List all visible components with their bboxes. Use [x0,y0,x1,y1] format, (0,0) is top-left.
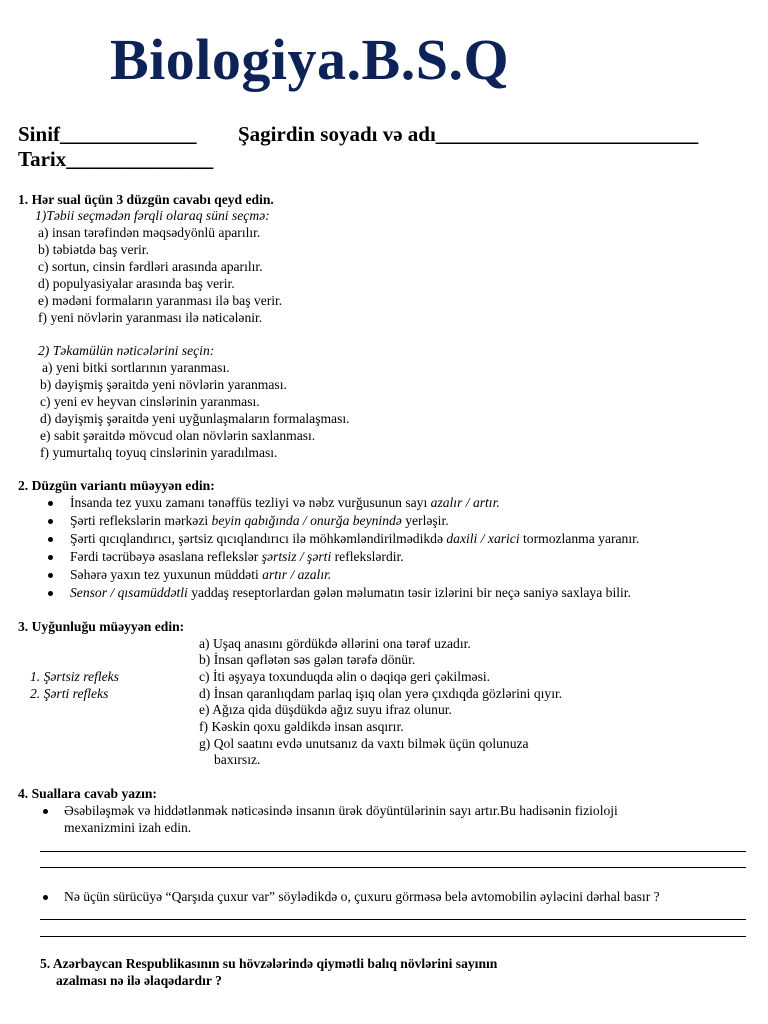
bullet-icon [48,555,53,560]
bullet-icon [43,895,48,900]
q4-question-1-cont: mexanizmini izah edin. [64,820,192,835]
q4-question-1: Əsəbiləşmək və hiddətlənmək nəticəsində insanın ürək döyüntülərinin sayı artır.Bu hadisənin fizioloji [64,803,618,818]
q2-item-3[interactable]: Şərti qıcıqlandırıcı, şərtsiz qıcıqlandırıcı ilə möhkəmləndirilmədikdə daxili / xarici tormozlanma yaranır. [70,531,640,546]
q1-sub2-option-e[interactable]: e) sabit şəraitdə mövcud olan növlərin saxlanması. [40,428,316,443]
q3-option-g-cont: baxırsız. [214,752,261,767]
answer-line[interactable] [40,867,746,868]
q1-sub1-option-a[interactable]: a) insan tərəfindən məqsədyönlü aparılır. [38,225,261,240]
q1-sub2-option-a[interactable]: a) yeni bitki sortlarının yaranması. [42,360,230,375]
q2-item-1[interactable]: İnsanda tez yuxu zamanı tənəffüs tezliyi və nəbz vurğusunun sayı azalır / artır. [70,495,500,510]
q2-item-5[interactable]: Səhərə yaxın tez yuxunun müddəti artır / azalır. [70,567,332,582]
class-field[interactable]: Sinif_____________ [18,122,197,146]
date-field[interactable]: Tarix______________ [18,147,214,171]
q3-option-b[interactable]: b) İnsan qəflətən səs gələn tərəfə dönür. [199,652,416,667]
q1-sub2-option-b[interactable]: b) dəyişmiş şəraitdə yeni növlərin yaranması. [40,377,287,392]
q3-left-2: 2. Şərti refleks [30,686,109,701]
answer-line[interactable] [40,936,746,937]
bullet-icon [48,591,53,596]
q3-option-d[interactable]: d) İnsan qaranlıqdam parlaq işıq olan yerə çıxdıqda gözlərini qıyır. [199,686,563,701]
q3-option-f[interactable]: f) Kəskin qoxu gəldikdə insan asqırır. [199,719,404,734]
q2-item-2[interactable]: Şərti reflekslərin mərkəzi beyin qabığında / onurğa beynində yerləşir. [70,513,449,528]
q3-option-e[interactable]: e) Ağıza qida düşdükdə ağız suyu ifraz olunur. [199,702,452,717]
bullet-icon [48,573,53,578]
answer-line[interactable] [40,919,746,920]
bullet-icon [43,809,48,814]
q1-heading: 1. Hər sual üçün 3 düzgün cavabı qeyd edin. [18,192,274,207]
q5-question-cont: azalması nə ilə əlaqədardır ? [56,973,222,988]
q1-sub1-option-f[interactable]: f) yeni növlərin yaranması ilə nəticələnir. [38,310,263,325]
q3-heading: 3. Uyğunluğu müəyyən edin: [18,619,185,634]
q1-sub1-option-d[interactable]: d) populyasiyalar arasında baş verir. [38,276,235,291]
q1-sub2-option-f[interactable]: f) yumurtalıq toyuq cinslərinin yaradılması. [40,445,278,460]
q4-heading: 4. Suallara cavab yazın: [18,786,157,801]
q4-question-2: Nə üçün sürücüyə “Qarşıda çuxur var” söylədikdə o, çuxuru görməsə belə avtomobilin əyləcini dərhal basır ? [64,889,660,904]
q1-sub2-option-c[interactable]: c) yeni ev heyvan cinslərinin yaranması. [40,394,260,409]
q1-sub2-prompt: 2) Təkamülün nəticələrini seçin: [38,343,215,358]
q5-question: 5. Azərbaycan Respublikasının su hövzələrində qiymətli balıq növlərini sayının [40,956,498,971]
page-title: Biologiya.B.S.Q [110,27,510,92]
bullet-icon [48,519,53,524]
q2-heading: 2. Düzgün variantı müəyyən edin: [18,478,215,493]
q1-sub2-option-d[interactable]: d) dəyişmiş şəraitdə yeni uyğunlaşmaların formalaşması. [40,411,350,426]
q1-sub1-option-b[interactable]: b) təbiətdə baş verir. [38,242,149,257]
q3-option-g[interactable]: g) Qol saatını evdə unutsanız da vaxtı bilmək üçün qolunuza [199,736,529,751]
q2-item-4[interactable]: Fərdi təcrübəyə əsaslana reflekslər şərtsiz / şərti reflekslərdir. [70,549,404,564]
q2-item-6[interactable]: Sensor / qısamüddətli yaddaş reseptorlardan gələn məlumatın təsir izlərini bir neçə saniyə saxlaya bilir. [70,585,631,600]
q3-left-1: 1. Şərtsiz refleks [30,669,119,684]
student-name-field[interactable]: Şagirdin soyadı və adı_________________________ [238,122,699,146]
bullet-icon [48,501,53,506]
answer-line[interactable] [40,851,746,852]
q1-sub1-prompt: 1)Təbii seçmədən fərqli olaraq süni seçmə: [35,208,270,223]
bullet-icon [48,537,53,542]
q1-sub1-option-c[interactable]: c) sortun, cinsin fərdləri arasında aparılır. [38,259,263,274]
q3-option-c[interactable]: c) İti əşyaya toxunduqda əlin o dəqiqə geri çəkilməsi. [199,669,491,684]
q3-option-a[interactable]: a) Uşaq anasını gördükdə əllərini ona tərəf uzadır. [199,636,471,651]
q1-sub1-option-e[interactable]: e) mədəni formaların yaranması ilə baş verir. [38,293,283,308]
